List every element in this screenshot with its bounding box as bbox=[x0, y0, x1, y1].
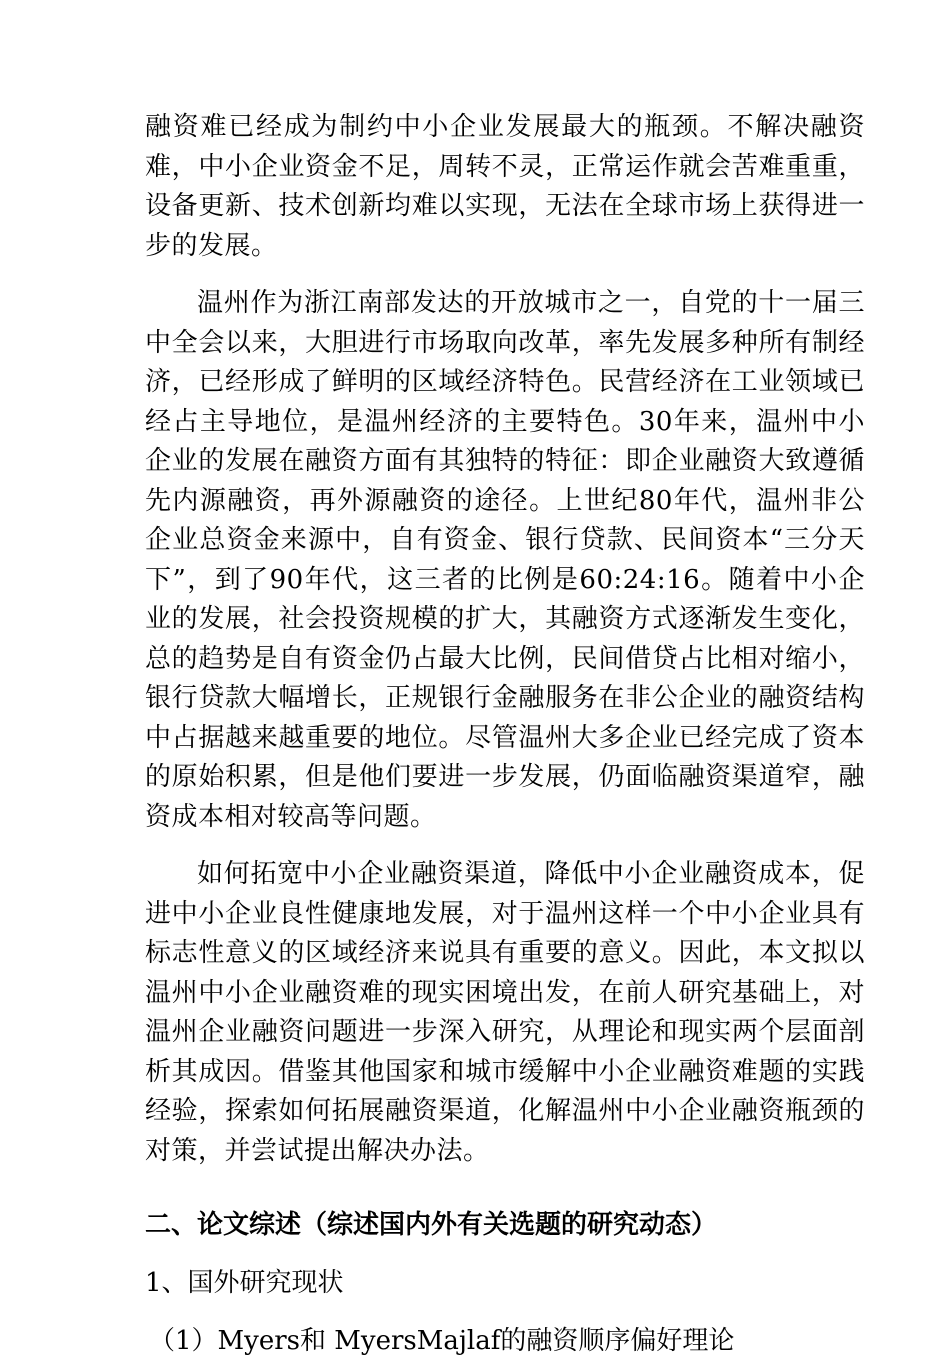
subsection-heading-foreign-research: 1、国外研究现状 bbox=[145, 1268, 344, 1298]
paragraph-wenzhou-background: 温州作为浙江南部发达的开放城市之一，自党的十一届三中全会以来，大胆进行市场取向改革，率先发展多种所有制经济，已经形成了鲜明的区域经济特色。民营经济在工业领域已经占主导地位，是温州经济的主要特色。30年来，温州中小企业的发展在融资方面有其独特的特征：即企业融资大致遵循先内源融资，再外源融资的途径。上世纪80年代，温州非公企业总资金来源中，自有资金、银行贷款、民间资本“三分天下”，到了90年代，这三者的比例是60:24:16。随着中小企业的发展，社会投资规模的扩大，其融资方式逐渐发生变化，总的趋势是自有资金仍占最大比例，民间借贷占比相对缩小，银行贷款大幅增长，正规银行金融服务在非公企业的融资结构中占据越来越重要的地位。尽管温州大多企业已经完成了资本的原始积累，但是他们要进一步发展，仍面临融资渠道窄，融资成本相对较高等问题。 bbox=[145, 288, 865, 832]
subsubsection-heading-pecking-order: （1）Myers和 MyersMajlaf的融资顺序偏好理论 bbox=[149, 1326, 735, 1356]
paragraph-financing-bottleneck: 融资难已经成为制约中小企业发展最大的瓶颈。不解决融资难，中小企业资金不足，周转不灵，正常运作就会苦难重重，设备更新、技术创新均难以实现，无法在全球市场上获得进一步的发展。 bbox=[145, 112, 865, 261]
paragraph-research-purpose: 如何拓宽中小企业融资渠道，降低中小企业融资成本，促进中小企业良性健康地发展，对于温州这样一个中小企业具有标志性意义的区域经济来说具有重要的意义。因此，本文拟以温州中小企业融资难的现实困境出发，在前人研究基础上，对温州企业融资问题进一步深入研究，从理论和现实两个层面剖析其成因。借鉴其他国家和城市缓解中小企业融资难题的实践经验，探索如何拓展融资渠道，化解温州中小企业融资瓶颈的对策，并尝试提出解决办法。 bbox=[145, 859, 865, 1166]
section-heading-literature-review: 二、论文综述（综述国内外有关选题的研究动态） bbox=[145, 1210, 718, 1240]
document-page bbox=[145, 108, 865, 1361]
